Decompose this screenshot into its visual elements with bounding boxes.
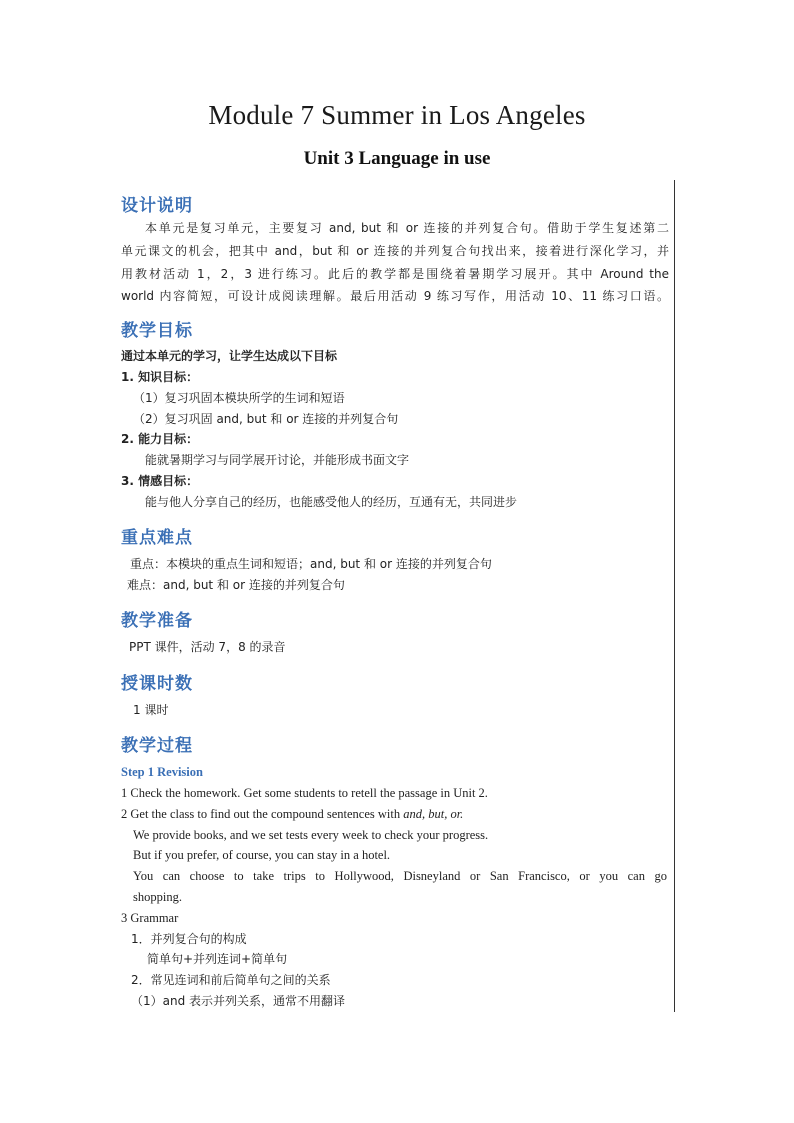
- process-item-2-text: 2 Get the class to find out the compound sentences with: [121, 807, 404, 821]
- design-line-3: 用教材活动 1，2，3 进行练习。此后的教学都是围绕着暑期学习展开。其中 Around the: [121, 267, 669, 281]
- process-item-1: 1 Check the homework. Get some students to retell the passage in Unit 2.: [121, 786, 488, 800]
- process-item-3: 3 Grammar: [121, 911, 179, 925]
- emotion-item-1: 能与他人分享自己的经历，也能感受他人的经历，互通有无，共同进步: [145, 495, 518, 509]
- grammar-point-2: 2．常见连词和前后简单句之间的关系: [131, 973, 331, 987]
- prep-line: PPT 课件，活动 7，8 的录音: [129, 640, 286, 654]
- emotion-label: 3. 情感目标：: [121, 474, 199, 488]
- ability-item-1: 能就暑期学习与同学展开讨论，并能形成书面文字: [145, 453, 410, 467]
- ability-label: 2. 能力目标：: [121, 432, 199, 446]
- design-line-4: world 内容简短，可设计成阅读理解。最后用活动 9 练习写作，用活动 10、11 练习口语。: [121, 289, 669, 303]
- process-item-2-italic: and, but, or.: [403, 807, 464, 821]
- difficult-line: 难点：and, but 和 or 连接的并列复合句: [127, 578, 345, 592]
- design-line-2: 单元课文的机会，把其中 and，but 和 or 连接的并列复合句找出来，接着进行深化学习，并: [121, 244, 669, 258]
- example-sentence-3b: shopping.: [133, 890, 182, 904]
- key-line: 重点：本模块的重点生词和短语；and, but 和 or 连接的并列复合句: [130, 557, 492, 571]
- hours-line: 1 课时: [133, 703, 169, 717]
- goals-heading: 教学目标: [121, 321, 193, 341]
- knowledge-label: 1. 知识目标：: [121, 370, 199, 384]
- grammar-point-2a: （1）and 表示并列关系，通常不用翻译: [131, 994, 346, 1008]
- design-heading: 设计说明: [121, 196, 193, 216]
- grammar-point-1a: 简单句+并列连词+简单句: [147, 952, 288, 966]
- example-sentence-1: We provide books, and we set tests every week to check your progress.: [133, 828, 489, 842]
- design-line-1: 本单元是复习单元，主要复习 and, but 和 or 连接的并列复合句。借助于学生复述第二: [145, 221, 669, 235]
- grammar-point-1: 1．并列复合句的构成: [131, 932, 247, 946]
- step-1-title: Step 1 Revision: [121, 765, 203, 779]
- process-item-2: [121, 807, 463, 821]
- goals-intro: 通过本单元的学习，让学生达成以下目标: [121, 349, 338, 363]
- example-sentence-3a: You can choose to take trips to Hollywood, Disneyland or San Francisco, or you can go: [133, 869, 667, 883]
- table-border-line: [674, 180, 675, 1012]
- page-subtitle: Unit 3 Language in use: [303, 148, 491, 169]
- hours-heading: 授课时数: [121, 674, 193, 694]
- knowledge-item-2: （2）复习巩固 and, but 和 or 连接的并列复合句: [133, 412, 399, 426]
- prep-heading: 教学准备: [121, 611, 193, 631]
- process-heading: 教学过程: [121, 736, 193, 756]
- example-sentence-2: But if you prefer, of course, you can stay in a hotel.: [133, 848, 391, 862]
- key-heading: 重点难点: [121, 528, 193, 548]
- knowledge-item-1: （1）复习巩固本模块所学的生词和短语: [133, 391, 345, 405]
- page-title: Module 7 Summer in Los Angeles: [208, 100, 586, 130]
